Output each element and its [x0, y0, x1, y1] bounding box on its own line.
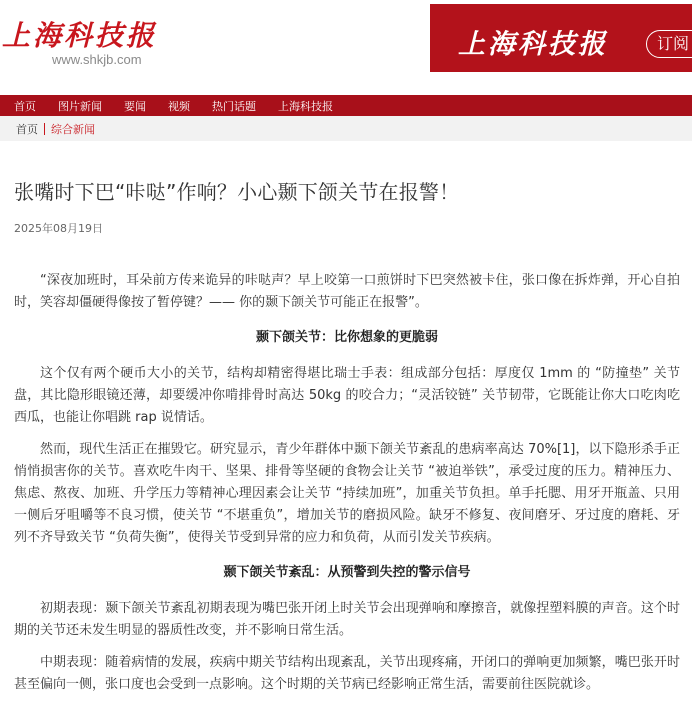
- breadcrumb-current[interactable]: 综合新闻: [51, 122, 95, 136]
- article-paragraph: “深夜加班时，耳朵前方传来诡异的咔哒声？早上咬第一口煎饼时下巴突然被卡住，张口像在拆炸弹，开心自拍时，笑容却僵硬得像按了暂停键？—— 你的颞下颌关节可能正在报警”。: [14, 273, 680, 310]
- nav-item-newspaper[interactable]: 上海科技报: [278, 99, 333, 113]
- site-logo[interactable]: 上海科技报: [2, 19, 158, 52]
- article-paragraph: 然而，现代生活正在摧毁它。研究显示，青少年群体中颞下颌关节紊乱的患病率高达 70%[1]，以下隐形杀手正悄悄损害你的关节。喜欢吃牛肉干、坚果、排骨等坚硬的食物会让关节 “被迫举铁”，承受过度的压力。精神压力、焦虑、熬夜、加班、升学压力等精神心理因素会让关节 “持续加班”，加重关节负担。单手托腮、用牙开瓶盖、只用一侧后牙咀嚼等不良习惯，使关节 “不堪重负”，增加关节的磨损风险。缺牙不修复、夜间磨牙、牙过度的磨耗、牙列不齐导致关节 “负荷失衡”，使得关节受到异常的应力和负荷，从而引发关节疾病。: [14, 442, 680, 545]
- article-title: 张嘴时下巴“咔哒”作响？小心颞下颌关节在报警！: [14, 180, 460, 204]
- article-paragraph: 中期表现：随着病情的发展，疾病中期关节结构出现紊乱，关节出现疼痛，开闭口的弹响更加频繁，嘴巴张开时甚至偏向一侧，张口度也会受到一点影响。这个时期的关节病已经影响正常生活，需要前往医院就诊。: [14, 655, 680, 692]
- site-url[interactable]: www.shkjb.com: [52, 52, 142, 67]
- main-nav: [0, 95, 692, 116]
- article-paragraph: 这个仅有两个硬币大小的关节，结构却精密得堪比瑞士手表：组成部分包括：厚度仅 1mm 的 “防撞垫” 关节盘，其比隐形眼镜还薄，却要缓冲你啃排骨时高达 50kg 的咬合力；“灵活铰链” 关节韧带，它既能让你大口吃肉吃西瓜，也能让你唱跳 rap 说情话。: [14, 366, 680, 425]
- section-heading: 颞下颌关节紊乱：从预警到失控的警示信号: [223, 565, 471, 580]
- nav-item-video[interactable]: 视频: [168, 99, 190, 113]
- article-body: [14, 270, 680, 696]
- banner-title: 上海科技报: [458, 29, 608, 60]
- article-date: 2025年08月19日: [14, 222, 103, 235]
- nav-item-headlines[interactable]: 要闻: [124, 99, 146, 113]
- nav-item-home[interactable]: 首页: [14, 99, 36, 113]
- nav-item-photo-news[interactable]: 图片新闻: [58, 99, 102, 113]
- site-header: [0, 0, 692, 95]
- section-heading: 颞下颌关节：比你想象的更脆弱: [255, 330, 438, 345]
- newspaper-banner[interactable]: [430, 4, 692, 72]
- breadcrumb-separator: [44, 123, 45, 135]
- subscribe-button[interactable]: 订阅: [646, 30, 692, 58]
- nav-item-hot-topics[interactable]: 热门话题: [212, 99, 256, 113]
- breadcrumb: [0, 116, 692, 141]
- breadcrumb-home[interactable]: 首页: [16, 122, 38, 136]
- article-paragraph: 初期表现：颞下颌关节紊乱初期表现为嘴巴张开闭上时关节会出现弹响和摩擦音，就像捏塑料膜的声音。这个时期的关节还未发生明显的器质性改变，并不影响日常生活。: [14, 601, 680, 638]
